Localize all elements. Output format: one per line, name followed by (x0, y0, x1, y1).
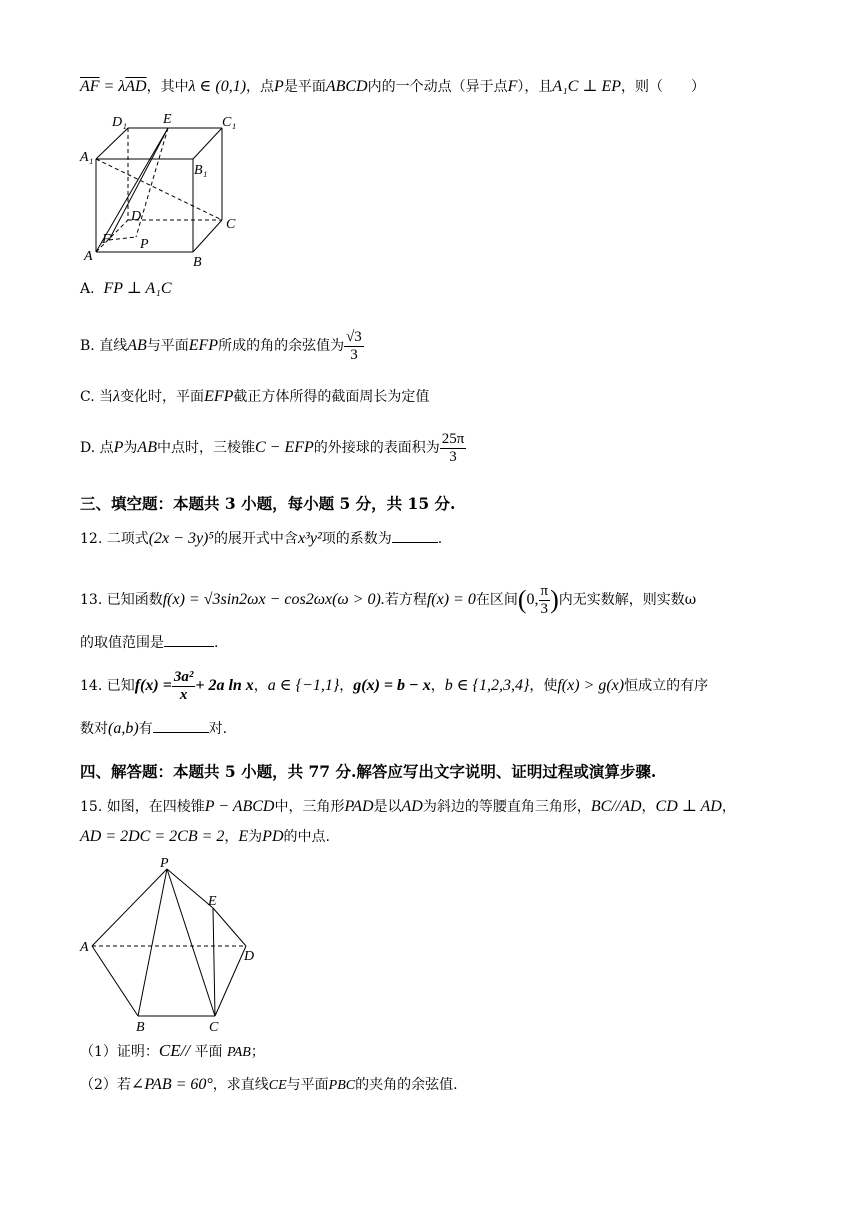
question-14-line2 (80, 718, 227, 740)
q15-bc-parallel-ad: BC//AD (590, 798, 642, 815)
q15-text6: 为 (248, 829, 263, 845)
option-d-denominator: 3 (449, 448, 457, 465)
pyr-label-e: E (208, 894, 217, 909)
q15-pyramid: P − ABCD (204, 798, 275, 815)
pyr-label-c: C (209, 1020, 219, 1035)
q14-line2-c: 对. (208, 721, 228, 737)
intro-text4: 内的一个动点（异于点 (367, 79, 508, 95)
q12-text1: 二项式 (106, 531, 149, 547)
q14-b-set: b ∈ {1,2,3,4} (444, 677, 530, 694)
option-d (80, 428, 466, 468)
q14-f-lhs: f(x) = (134, 677, 172, 694)
q13-text2: 若方程 (384, 592, 427, 608)
question-14: 14. 已知f(x) = $\frac{\text{3a²}}{x}$ + 2a ln x，a ∈ {−1,1}，g(x) = b − x，b ∈ {1,2,3,4}，使f(x) > g(x)恒成立的有序 (80, 668, 709, 703)
q13-right-paren: ) (550, 585, 559, 614)
label-c1: C₁ (222, 115, 237, 130)
option-c-text1: 当 (99, 389, 114, 405)
q13-text3: 在区间 (475, 592, 518, 608)
q14-f-fraction (172, 669, 196, 704)
plane-abcd: ABCD (325, 78, 368, 95)
option-c (80, 386, 429, 408)
section4-heading: 四、解答题：本题共 5 小题，共 77 分.解答应写出文字说明、证明过程或演算步骤. (80, 762, 657, 781)
pyr-label-p: P (160, 856, 169, 871)
q15-text2: 中，三角形 (274, 799, 345, 815)
intro-text3: 是平面 (283, 79, 326, 95)
q12-term: x³y² (297, 530, 322, 547)
point-p: P (274, 78, 284, 95)
option-b-text2: 与平面 (146, 338, 189, 354)
option-d-p: P (113, 439, 124, 456)
q14-line2-a: 数对 (80, 721, 108, 737)
option-c-text3: 截正方体所得的截面周长为定值 (233, 389, 430, 405)
q14-text3: 恒成立的有序 (624, 678, 709, 694)
q14-inequality: f(x) > g(x) (557, 677, 625, 694)
intro-text6: ，则（ ） (621, 79, 705, 95)
q14-text2: ，使 (529, 678, 558, 694)
option-b-efp: EFP (188, 337, 219, 354)
q15-part2-label: （2）若 (80, 1077, 131, 1093)
option-d-text1: 点 (99, 440, 114, 456)
q12-binomial: (2x − 3y)⁵ (148, 530, 214, 547)
intro-line (80, 76, 705, 98)
q14-f-num: 3a² (173, 668, 194, 685)
q15-pad: PAD (344, 798, 374, 815)
question-15 (80, 796, 736, 818)
intro-text1: ，其中 (146, 79, 189, 95)
option-b-fraction (344, 329, 364, 364)
intro-text2: ，点 (246, 79, 275, 95)
q15-e: E (238, 828, 249, 845)
q14-text1: 已知 (106, 678, 135, 694)
option-c-lambda: λ (113, 388, 121, 405)
equals-lambda: = λ (99, 78, 126, 95)
q15-part2-ce: CE (268, 1078, 287, 1093)
vector-af: $\overline{AF}$ (80, 78, 100, 95)
q12-number: 12. (80, 531, 103, 547)
question-15-line2 (80, 826, 330, 848)
q15-comma2: ， (721, 799, 736, 815)
label-e: E (163, 112, 172, 127)
q12-answer-blank[interactable] (392, 528, 438, 543)
q13-text4: 内无实数解，则实数ω (558, 592, 697, 608)
cube-figure (76, 106, 256, 270)
q14-pair: (a,b) (108, 720, 139, 737)
lambda-range: λ ∈ (0,1) (188, 78, 247, 95)
q15-part2-angle: ∠PAB = 60° (130, 1076, 213, 1093)
label-b: B (193, 255, 202, 270)
question-13 (80, 580, 696, 620)
pyramid-figure (76, 852, 266, 1036)
q15-cd-perp-ad: CD ⊥ AD (655, 798, 722, 815)
option-b-ab: AB (127, 337, 147, 354)
q15-part2 (80, 1074, 458, 1097)
label-b1: B₁ (194, 163, 208, 178)
q15-text4: 为斜边的等腰直角三角形， (422, 799, 591, 815)
q13-function: f(x) = √3sin2ωx − cos2ωx(ω > 0). (162, 591, 385, 608)
q15-text5: ， (224, 829, 239, 845)
option-d-numerator: 25π (441, 430, 465, 447)
q15-part1-end: ； (250, 1044, 265, 1060)
option-a (80, 278, 172, 300)
q13-answer-blank[interactable] (164, 632, 214, 647)
option-b-text1: 直线 (99, 338, 128, 354)
label-d1: D₁ (112, 115, 127, 130)
q15-lengths: AD = 2DC = 2CB = 2 (80, 828, 225, 845)
q13-end: . (214, 635, 219, 651)
q15-text7: 的中点. (283, 829, 330, 845)
question-13-line2 (80, 632, 218, 654)
label-a1: A₁ (80, 150, 94, 165)
label-p: P (140, 237, 149, 252)
q14-f-den: x (179, 686, 188, 703)
option-b-label: B. (80, 338, 95, 354)
q13-interval-num: π (540, 582, 549, 599)
option-a-math: FP ⊥ A₁C (103, 280, 172, 297)
q13-left-paren: ( (517, 585, 527, 614)
q15-ad: AD (401, 798, 423, 815)
q15-part2-text1: ，求直线 (212, 1077, 269, 1093)
pyr-label-b: B (136, 1020, 145, 1035)
section3-heading: 三、填空题：本题共 3 小题，每小题 5 分，共 15 分. (80, 494, 456, 513)
option-b (80, 326, 364, 366)
question-12 (80, 528, 442, 550)
option-a-label: A. (80, 281, 95, 297)
pyr-label-a: A (80, 940, 89, 955)
q15-part2-text2: 与平面 (286, 1077, 329, 1093)
q15-comma: ， (641, 799, 656, 815)
label-c: C (226, 217, 236, 232)
option-c-label: C. (80, 389, 95, 405)
q14-number: 14. (80, 678, 103, 694)
q15-part2-pbc: PBC (328, 1078, 356, 1093)
q12-text2: 的展开式中含 (213, 531, 298, 547)
q13-interval-left: 0, (526, 591, 539, 608)
label-a: A (84, 249, 93, 264)
intro-text5: ），且 (517, 79, 553, 95)
q15-part2-text3: 的夹角的余弦值. (355, 1077, 458, 1093)
q13-text1: 已知函数 (106, 592, 163, 608)
option-d-ab: AB (137, 439, 157, 456)
option-c-efp: EFP (204, 388, 234, 405)
option-d-text4: 的外接球的表面积为 (313, 440, 440, 456)
option-d-cefp: C − EFP (254, 439, 314, 456)
q15-pd: PD (262, 828, 284, 845)
option-d-text2: 为 (123, 440, 138, 456)
vector-ad: $\overline{AD}$ (125, 78, 147, 95)
q13-interval-den: 3 (540, 600, 549, 617)
q12-text3: 项的系数为 (321, 531, 392, 547)
q15-part1 (80, 1040, 265, 1064)
q15-part1-pab: PAB (227, 1045, 251, 1060)
q14-f-rest: + 2a ln x (195, 677, 254, 694)
label-d: D (131, 209, 142, 224)
option-b-numerator: √3 (346, 328, 362, 345)
q13-equation: f(x) = 0 (426, 591, 476, 608)
q14-answer-blank[interactable] (153, 718, 209, 733)
q15-part1-text: 平面 (194, 1044, 223, 1060)
option-d-label: D. (80, 440, 96, 456)
option-b-denominator: 3 (350, 346, 358, 363)
q13-number: 13. (80, 592, 103, 608)
q13-interval-fraction (539, 583, 551, 618)
pyr-label-d: D (244, 949, 255, 964)
q15-part1-label: （1）证明： (80, 1044, 159, 1060)
q15-text1: 如图，在四棱锥 (106, 799, 205, 815)
q15-number: 15. (80, 799, 103, 815)
q14-g-def: g(x) = b − x (353, 677, 431, 694)
option-b-text3: 所成的角的余弦值为 (218, 338, 345, 354)
q14-line2-b: 有 (138, 721, 153, 737)
q13-line2-text: 的取值范围是 (80, 635, 164, 651)
q14-a-set: a ∈ {−1,1} (267, 677, 340, 694)
perp-condition: A₁C ⊥ EP (552, 78, 621, 95)
option-d-text3: 中点时，三棱锥 (156, 440, 255, 456)
q15-part1-math: CE// (158, 1041, 191, 1060)
point-f: F (507, 78, 518, 95)
option-c-text2: 变化时，平面 (120, 389, 205, 405)
q12-end: . (437, 531, 443, 547)
option-d-fraction (440, 431, 467, 466)
label-f: F (102, 232, 111, 247)
q15-text3: 是以 (373, 799, 402, 815)
